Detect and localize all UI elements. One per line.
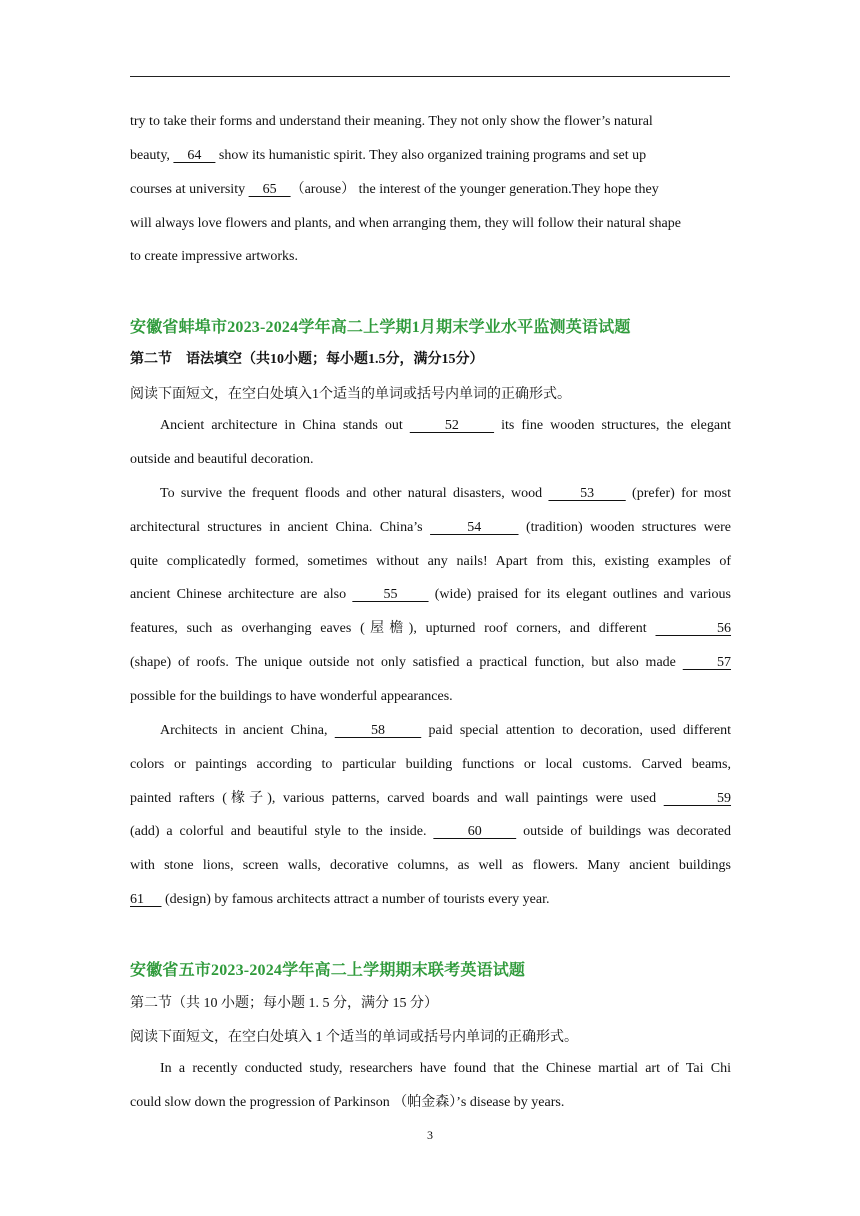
instruction-text: 阅读下面短文，在空白处填入1个适当的单词或括号内单词的正确形式。 bbox=[130, 387, 571, 402]
text-line: features, such as overhanging eaves (屋檐), upturned roof corners, and different 56 bbox=[130, 621, 732, 636]
text-line: try to take their forms and understand their meaning. They not only show the flower’s natural bbox=[130, 114, 653, 129]
text-line: could slow down the progression of Parkinson （帕金森）’s disease by years. bbox=[130, 1095, 565, 1110]
header-rule bbox=[130, 76, 730, 77]
section-subheading: 第二节 语法填空（共10小题；每小题1.5分，满分15分） bbox=[130, 352, 484, 367]
text-line: to create impressive artworks. bbox=[130, 249, 298, 264]
section-subheading: 第二节（共 10 小题；每小题 1. 5 分，满分 15 分） bbox=[130, 996, 438, 1011]
text-line: courses at university 65 （arouse） the interest of the younger generation.They hope they bbox=[130, 182, 659, 197]
text-line: Ancient architecture in China stands out 52 its fine wooden structures, the elegant bbox=[160, 418, 731, 433]
blank-52: 52 bbox=[409, 418, 495, 433]
text-line: ancient Chinese architecture are also 55 (wide) praised for its elegant outlines and various bbox=[130, 587, 732, 602]
blank-56: 56 bbox=[655, 621, 732, 636]
text-line: 61 (design) by famous architects attract a number of tourists every year. bbox=[130, 892, 550, 907]
blank-60: 60 bbox=[433, 824, 517, 839]
section-heading: 安徽省蚌埠市2023-2024学年高二上学期1月期末学业水平监测英语试题 bbox=[130, 319, 631, 336]
blank-64: 64 bbox=[173, 148, 216, 163]
blank-54: 54 bbox=[430, 520, 519, 535]
blank-61: 61 bbox=[130, 892, 162, 907]
text-line: with stone lions, screen walls, decorative columns, as well as flowers. Many ancient buildings bbox=[130, 858, 731, 873]
text-line: Architects in ancient China, 58 paid special attention to decoration, used different bbox=[160, 723, 731, 738]
blank-53: 53 bbox=[548, 486, 626, 501]
text-line: colors or paintings according to particular building functions or local customs. Carved beams, bbox=[130, 757, 731, 772]
text-line: will always love flowers and plants, and when arranging them, they will follow their natural shape bbox=[130, 216, 681, 231]
text-line: To survive the frequent floods and other natural disasters, wood 53 (prefer) for most bbox=[160, 486, 732, 501]
instruction-text: 阅读下面短文，在空白处填入 1 个适当的单词或括号内单词的正确形式。 bbox=[130, 1030, 578, 1045]
text-line: (add) a colorful and beautiful style to the inside. 60 outside of buildings was decorated bbox=[130, 824, 731, 839]
page-number: 3 bbox=[427, 1128, 433, 1142]
blank-59: 59 bbox=[663, 791, 732, 806]
blank-58: 58 bbox=[334, 723, 422, 738]
blank-65: 65 bbox=[248, 182, 291, 197]
text-line: architectural structures in ancient China. China’s 54 (tradition) wooden structures were bbox=[130, 520, 731, 535]
text-line: In a recently conducted study, researchers have found that the Chinese martial art of Tai Chi bbox=[160, 1061, 731, 1076]
text-line: (shape) of roofs. The unique outside not only satisfied a practical function, but also made 57 bbox=[130, 655, 731, 670]
text-line: outside and beautiful decoration. bbox=[130, 452, 314, 467]
text-line: beauty, 64 show its humanistic spirit. They also organized training programs and set up bbox=[130, 148, 647, 163]
text-line: painted rafters (椽子), various patterns, carved boards and wall paintings were used 59 bbox=[130, 791, 732, 806]
text-line: quite complicatedly formed, sometimes without any nails! Apart from this, existing examples of bbox=[130, 554, 731, 569]
blank-55: 55 bbox=[352, 587, 429, 602]
blank-57: 57 bbox=[682, 655, 731, 670]
section-heading: 安徽省五市2023-2024学年高二上学期期末联考英语试题 bbox=[130, 962, 526, 979]
text-line: possible for the buildings to have wonderful appearances. bbox=[130, 689, 453, 704]
